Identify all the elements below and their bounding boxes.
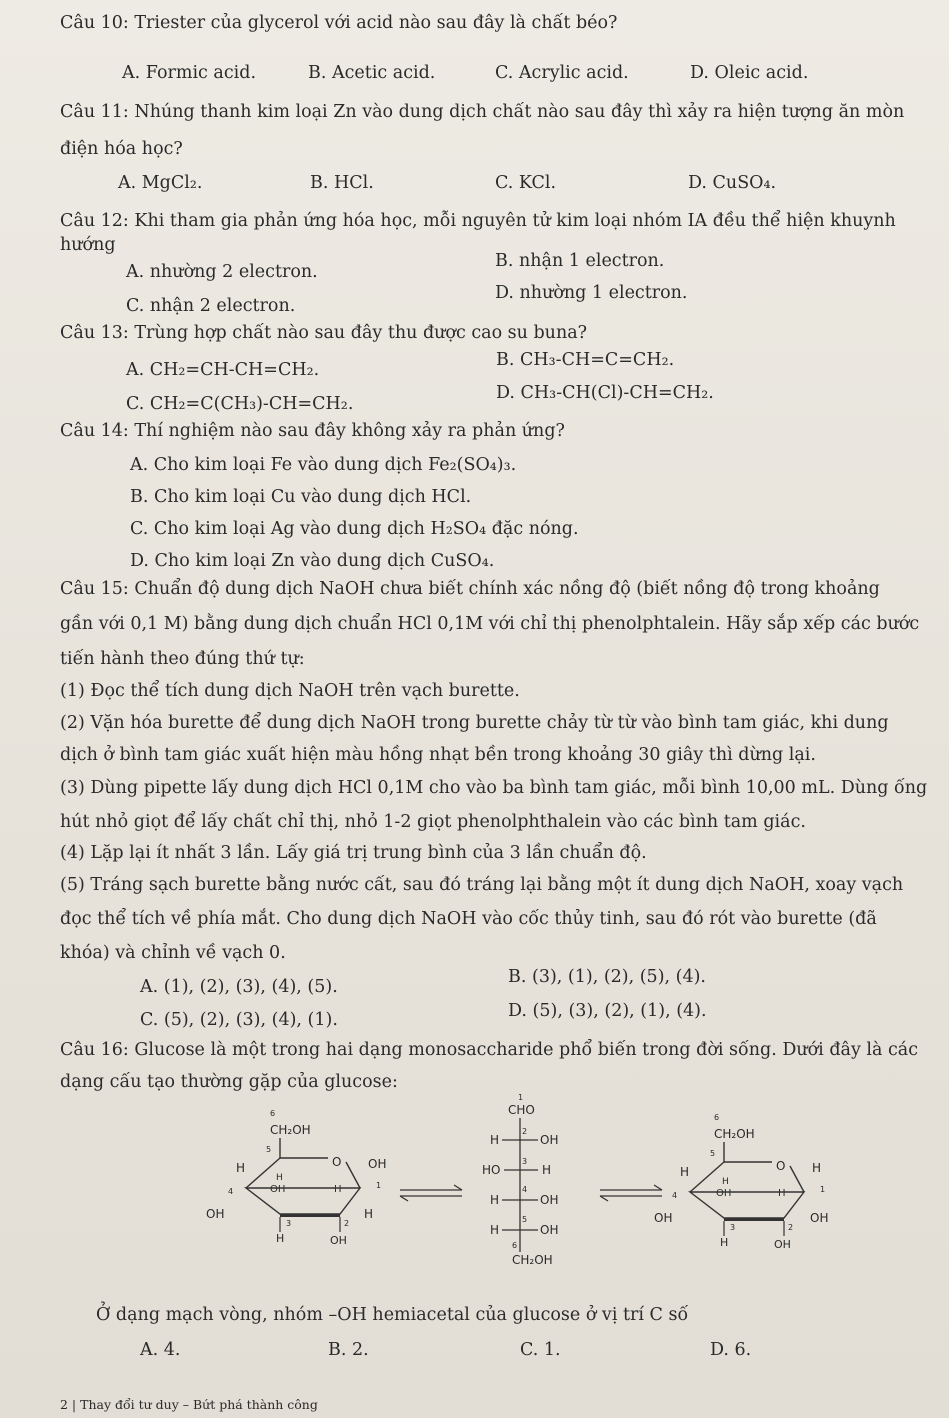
ring-right-n6: 6 [714,1113,720,1122]
ring-left-n1: 1 [376,1181,382,1190]
ring-left-oh-right: OH [368,1157,387,1171]
q16-option-d: D. 6. [710,1340,752,1360]
ring-right-bold-edge [724,1218,784,1221]
q16-option-a: A. 4. [140,1340,181,1360]
q13-option-d: D. CH₃-CH(Cl)-CH=CH₂. [496,383,714,403]
ring-right-n3: 3 [730,1223,736,1232]
ring-left-h3: H [334,1184,342,1195]
ring-left-o: O [332,1155,342,1169]
ring-left-n4: 4 [228,1187,234,1196]
q10-option-d: D. Oleic acid. [690,63,809,83]
chain-n1: 1 [518,1093,524,1102]
chain-oh4: OH [540,1193,559,1207]
q14-option-b: B. Cho kim loại Cu vào dung dịch HCl. [130,487,472,507]
ring-left-oh-bottom-left: OH [206,1207,225,1221]
q11-stem-line2: điện hóa học? [60,139,183,159]
q12-stem-line2: hướng [60,235,116,255]
chain-n5: 5 [522,1215,528,1224]
ring-left-h-bottom: H [276,1232,285,1245]
q15-stem-line2: gần với 0,1 M) bằng dung dịch chuẩn HCl 0,1M với chỉ thị phenolphtalein. Hãy sắp xếp các bước [60,614,920,634]
alpha-glucose-ring [206,1109,386,1247]
ring-right-lower-edge [690,1192,804,1218]
q13-stem: Câu 13: Trùng hợp chất nào sau đây thu được cao su buna? [60,323,588,343]
chain-oh2: OH [540,1133,559,1147]
ring-right-n2: 2 [788,1223,794,1232]
beta-glucose-ring [654,1113,828,1251]
q14-option-d: D. Cho kim loại Zn vào dung dịch CuSO₄. [130,551,495,571]
q11-stem-line1: Câu 11: Nhúng thanh kim loại Zn vào dung dịch chất nào sau đây thì xảy ra hiện tượng ăn mòn [60,102,905,122]
ring-left-o-c1-bond [346,1162,360,1188]
q11-option-a: A. MgCl₂. [118,173,203,193]
glucose-structures-figure [200,1092,880,1282]
chain-ch2oh: CH₂OH [512,1253,553,1267]
q12-stem-line1: Câu 12: Khi tham gia phản ứng hóa học, mỗi nguyên tử kim loại nhóm IA đều thể hiện khuynh [60,211,896,231]
q15-step-5-line2: đọc thể tích về phía mắt. Cho dung dịch NaOH vào cốc thủy tinh, sau đó rót vào burette (đã [60,909,877,929]
ring-left-bold-edge [280,1214,340,1217]
ring-right-n4: 4 [672,1191,678,1200]
chain-h5: H [490,1223,500,1237]
chain-ho3: HO [482,1163,501,1177]
q10-option-c: C. Acrylic acid. [495,63,629,83]
q15-option-c: C. (5), (2), (3), (4), (1). [140,1010,338,1030]
q15-step-3-line2: hút nhỏ giọt để lấy chất chỉ thị, nhỏ 1-2 giọt phenolphthalein vào các bình tam giác. [60,812,806,832]
chain-cho: CHO [508,1103,535,1117]
ring-right-h4: H [722,1177,729,1187]
chain-oh5: OH [540,1223,559,1237]
q12-option-c: C. nhận 2 electron. [126,296,296,316]
q15-stem-line1: Câu 15: Chuẩn độ dung dịch NaOH chưa biết chính xác nồng độ (biết nồng độ trong khoảng [60,579,880,599]
page-footer: 2 | Thay đổi tư duy – Bứt phá thành công [60,1397,318,1412]
ring-left-h-bottom-right: H [364,1207,374,1221]
q10-option-a: A. Formic acid. [122,63,257,83]
q15-step-1: (1) Đọc thể tích dung dịch NaOH trên vạch burette. [60,681,520,701]
ring-left-oh-bottom: OH [330,1234,347,1247]
ring-right-h-right: H [812,1161,822,1175]
ring-right-oh-bottom: OH [774,1238,791,1251]
ring-right-n5: 5 [710,1149,716,1158]
chain-h4: H [490,1193,500,1207]
ring-right-oh4: OH [716,1188,732,1199]
ring-left-oh4: OH [270,1184,286,1195]
chain-n3: 3 [522,1157,528,1166]
ring-left-n6: 6 [270,1109,276,1118]
chain-n4: 4 [522,1185,528,1194]
ring-left-h4: H [276,1173,283,1183]
ring-left-n3: 3 [286,1219,292,1228]
q15-step-2-line2: dịch ở bình tam giác xuất hiện màu hồng nhạt bền trong khoảng 30 giây thì dừng lại. [60,745,816,765]
q15-option-b: B. (3), (1), (2), (5), (4). [508,967,706,987]
open-chain-glucose [482,1093,558,1267]
ring-right-ch2oh: CH₂OH [714,1127,755,1141]
ring-left-n5: 5 [266,1145,272,1154]
ring-right-oh-bottom-left: OH [654,1211,673,1225]
q14-stem: Câu 14: Thí nghiệm nào sau đây không xảy ra phản ứng? [60,421,565,441]
q14-option-a: A. Cho kim loại Fe vào dung dịch Fe₂(SO₄)₃. [130,455,517,475]
q16-option-c: C. 1. [520,1340,561,1360]
ring-right-h-left: H [680,1165,690,1179]
equilibrium-arrow-right [600,1185,662,1201]
q12-option-d: D. nhường 1 electron. [495,283,688,303]
q15-option-a: A. (1), (2), (3), (4), (5). [140,977,338,997]
q15-step-3-line1: (3) Dùng pipette lấy dung dịch HCl 0,1M cho vào ba bình tam giác, mỗi bình 10,00 mL. Dùng ống [60,778,928,798]
q10-stem: Câu 10: Triester của glycerol với acid nào sau đây là chất béo? [60,13,618,33]
q15-step-2-line1: (2) Vặn hóa burette để dung dịch NaOH trong burette chảy từ từ vào bình tam giác, khi dung [60,713,889,733]
chain-n6: 6 [512,1241,518,1250]
ring-left-n2: 2 [344,1219,350,1228]
q12-option-b: B. nhận 1 electron. [495,251,665,271]
q16-stem-line2: dạng cấu tạo thường gặp của glucose: [60,1072,398,1092]
q12-option-a: A. nhường 2 electron. [126,262,318,282]
q11-option-d: D. CuSO₄. [688,173,777,193]
q14-option-c: C. Cho kim loại Ag vào dung dịch H₂SO₄ đặc nóng. [130,519,579,539]
ring-right-o-c1-bond [790,1166,804,1192]
chain-h3: H [542,1163,552,1177]
ring-right-oh-bottom-right: OH [810,1211,829,1225]
q16-after-figure: Ở dạng mạch vòng, nhóm –OH hemiacetal của glucose ở vị trí C số [96,1305,689,1325]
ring-right-n1: 1 [820,1185,826,1194]
q15-step-5-line3: khóa) và chỉnh về vạch 0. [60,943,286,963]
q13-option-c: C. CH₂=C(CH₃)-CH=CH₂. [126,394,354,414]
ring-left-lower-edge [246,1188,360,1214]
q15-stem-line3: tiến hành theo đúng thứ tự: [60,649,305,669]
q11-option-c: C. KCl. [495,173,557,193]
chain-n2: 2 [522,1127,528,1136]
q16-option-b: B. 2. [328,1340,369,1360]
q13-option-a: A. CH₂=CH-CH=CH₂. [126,360,320,380]
ring-right-h3: H [778,1188,786,1199]
ring-left-h-left: H [236,1161,246,1175]
q10-option-b: B. Acetic acid. [308,63,436,83]
q15-step-4: (4) Lặp lại ít nhất 3 lần. Lấy giá trị trung bình của 3 lần chuẩn độ. [60,843,647,863]
q11-option-b: B. HCl. [310,173,374,193]
q15-option-d: D. (5), (3), (2), (1), (4). [508,1001,707,1021]
ring-right-h-bottom: H [720,1236,729,1249]
q16-stem-line1: Câu 16: Glucose là một trong hai dạng monosaccharide phổ biến trong đời sống. Dưới đây là các [60,1040,919,1060]
chain-h2: H [490,1133,500,1147]
q15-step-5-line1: (5) Tráng sạch burette bằng nước cất, sau đó tráng lại bằng một ít dung dịch NaOH, xoay vạch [60,875,904,895]
equilibrium-arrow-left [400,1185,462,1201]
q13-option-b: B. CH₃-CH=C=CH₂. [496,350,675,370]
ring-left-ch2oh: CH₂OH [270,1123,311,1137]
ring-right-o: O [776,1159,786,1173]
